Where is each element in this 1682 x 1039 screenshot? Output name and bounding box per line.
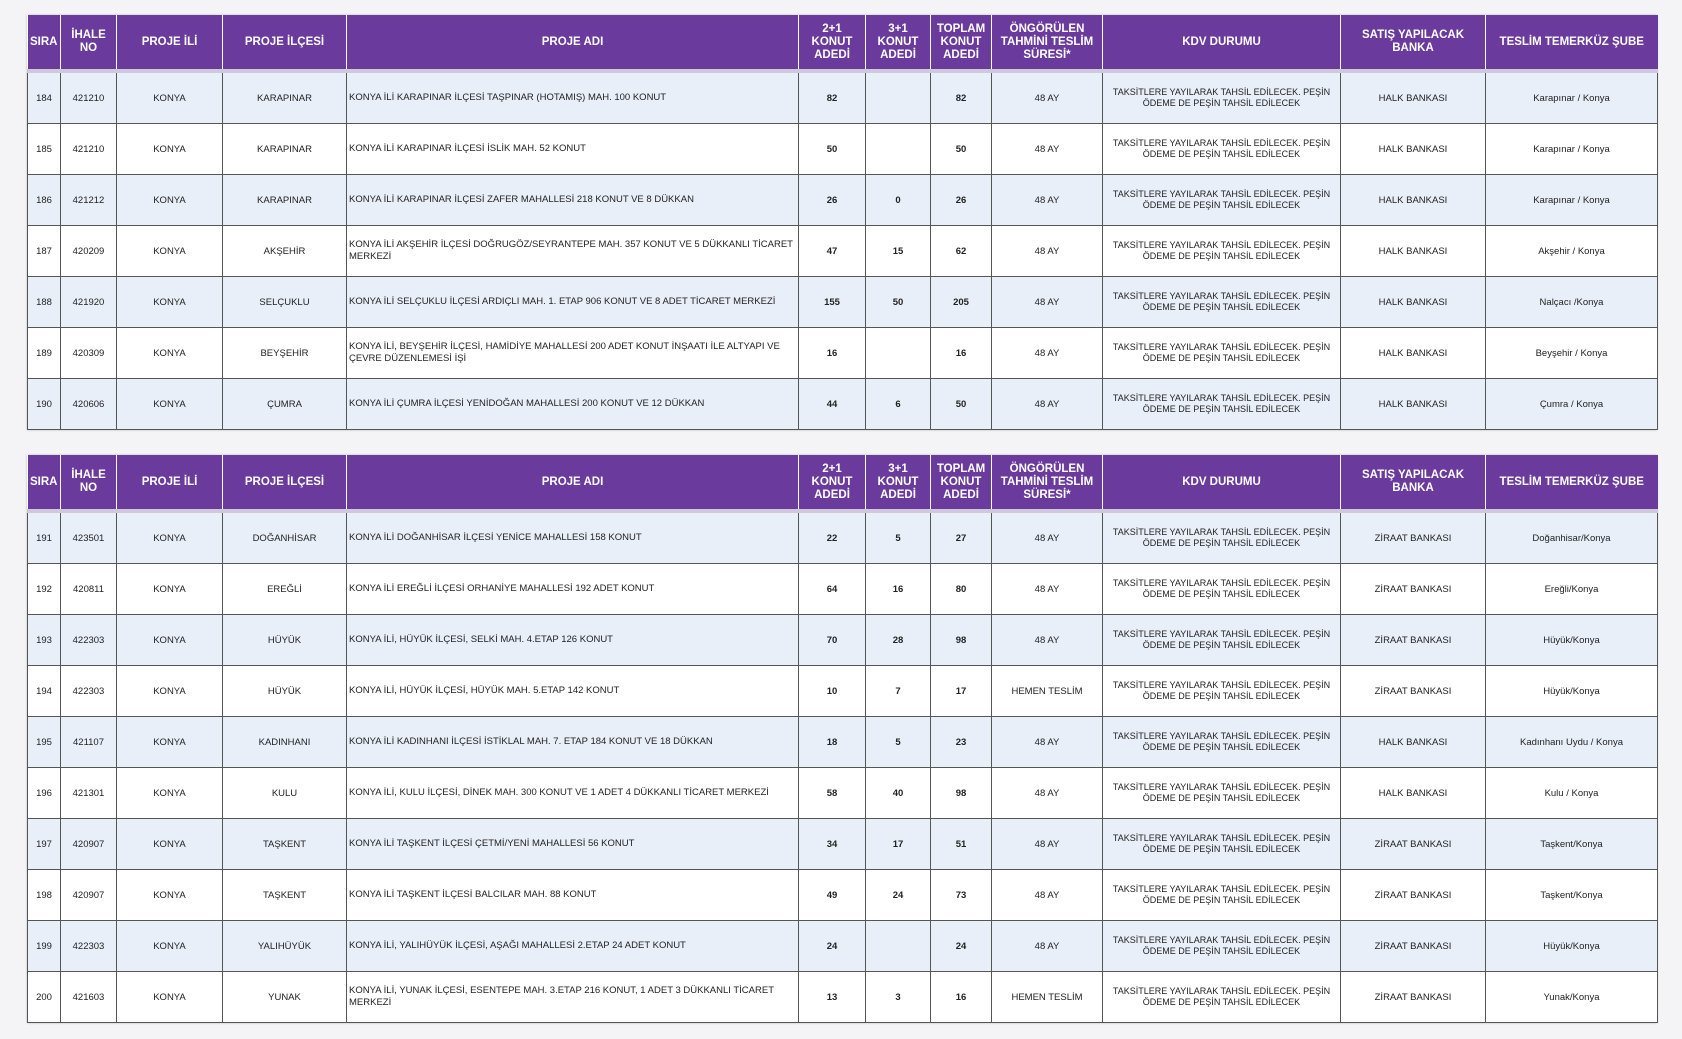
cell-sube: Hüyük/Konya — [1486, 615, 1658, 666]
cell-sira: 191 — [28, 511, 61, 564]
cell-2plus1: 26 — [799, 175, 866, 226]
cell-kdv: TAKSİTLERE YAYILARAK TAHSİL EDİLECEK. PEŞİN ÖDEME DE PEŞİN TAHSİL EDİLECEK — [1103, 717, 1341, 768]
cell-sube: Karapınar / Konya — [1486, 124, 1658, 175]
cell-banka: ZİRAAT BANKASI — [1341, 972, 1486, 1023]
cell-proje-adi: KONYA İLİ KADINHANI İLÇESİ İSTİKLAL MAH. 7. ETAP 184 KONUT VE 18 DÜKKAN — [347, 717, 799, 768]
table-row — [28, 819, 1658, 870]
table-row — [28, 921, 1658, 972]
cell-teslim-suresi: 48 AY — [992, 124, 1103, 175]
cell-toplam: 16 — [931, 328, 992, 379]
column-header-3plus1: 3+1 KONUT ADEDİ — [866, 455, 931, 511]
cell-2plus1: 50 — [799, 124, 866, 175]
cell-sube: Çumra / Konya — [1486, 379, 1658, 430]
cell-proje-ili: KONYA — [117, 768, 223, 819]
cell-banka: HALK BANKASI — [1341, 71, 1486, 124]
column-header-sira: SIRA — [28, 15, 61, 71]
cell-ihale-no: 422303 — [61, 666, 117, 717]
cell-banka: HALK BANKASI — [1341, 175, 1486, 226]
cell-proje-ilcesi: HÜYÜK — [223, 615, 347, 666]
cell-banka: HALK BANKASI — [1341, 277, 1486, 328]
cell-ihale-no: 423501 — [61, 511, 117, 564]
cell-2plus1: 155 — [799, 277, 866, 328]
cell-proje-ili: KONYA — [117, 717, 223, 768]
cell-proje-ilcesi: BEYŞEHİR — [223, 328, 347, 379]
cell-toplam: 73 — [931, 870, 992, 921]
cell-sube: Karapınar / Konya — [1486, 71, 1658, 124]
cell-toplam: 62 — [931, 226, 992, 277]
cell-sira: 192 — [28, 564, 61, 615]
cell-proje-ili: KONYA — [117, 666, 223, 717]
cell-3plus1 — [866, 71, 931, 124]
cell-proje-ili: KONYA — [117, 511, 223, 564]
cell-proje-ilcesi: YUNAK — [223, 972, 347, 1023]
cell-proje-ilcesi: ÇUMRA — [223, 379, 347, 430]
column-header-banka: SATIŞ YAPILACAK BANKA — [1341, 455, 1486, 511]
cell-sira: 188 — [28, 277, 61, 328]
cell-sira: 200 — [28, 972, 61, 1023]
cell-sira: 195 — [28, 717, 61, 768]
cell-kdv: TAKSİTLERE YAYILARAK TAHSİL EDİLECEK. PEŞİN ÖDEME DE PEŞİN TAHSİL EDİLECEK — [1103, 124, 1341, 175]
table-row — [28, 717, 1658, 768]
cell-teslim-suresi: 48 AY — [992, 511, 1103, 564]
cell-proje-adi: KONYA İLİ TAŞKENT İLÇESİ ÇETMİ/YENİ MAHALLESİ 56 KONUT — [347, 819, 799, 870]
column-header-teslim-suresi: ÖNGÖRÜLEN TAHMİNİ TESLİM SÜRESİ* — [992, 455, 1103, 511]
table-row — [28, 615, 1658, 666]
cell-ihale-no: 420811 — [61, 564, 117, 615]
cell-sira: 187 — [28, 226, 61, 277]
column-header-ihale-no: İHALE NO — [61, 15, 117, 71]
column-header-kdv: KDV DURUMU — [1103, 455, 1341, 511]
cell-teslim-suresi: 48 AY — [992, 921, 1103, 972]
column-header-teslim-suresi: ÖNGÖRÜLEN TAHMİNİ TESLİM SÜRESİ* — [992, 15, 1103, 71]
cell-sira: 197 — [28, 819, 61, 870]
column-header-proje-ilcesi: PROJE İLÇESİ — [223, 455, 347, 511]
cell-ihale-no: 422303 — [61, 921, 117, 972]
cell-proje-ilcesi: TAŞKENT — [223, 819, 347, 870]
cell-teslim-suresi: 48 AY — [992, 870, 1103, 921]
cell-2plus1: 18 — [799, 717, 866, 768]
cell-proje-adi: KONYA İLİ AKŞEHİR İLÇESİ DOĞRUGÖZ/SEYRANTEPE MAH. 357 KONUT VE 5 DÜKKANLI TİCARET MERKEZİ — [347, 226, 799, 277]
cell-banka: HALK BANKASI — [1341, 717, 1486, 768]
cell-3plus1: 40 — [866, 768, 931, 819]
cell-3plus1: 5 — [866, 717, 931, 768]
cell-3plus1: 0 — [866, 175, 931, 226]
cell-ihale-no: 420209 — [61, 226, 117, 277]
cell-sira: 189 — [28, 328, 61, 379]
cell-sube: Ereğli/Konya — [1486, 564, 1658, 615]
cell-proje-ili: KONYA — [117, 972, 223, 1023]
cell-proje-ili: KONYA — [117, 71, 223, 124]
table-row — [28, 277, 1658, 328]
cell-toplam: 98 — [931, 768, 992, 819]
cell-ihale-no: 420907 — [61, 870, 117, 921]
cell-kdv: TAKSİTLERE YAYILARAK TAHSİL EDİLECEK. PEŞİN ÖDEME DE PEŞİN TAHSİL EDİLECEK — [1103, 870, 1341, 921]
cell-2plus1: 70 — [799, 615, 866, 666]
column-header-ihale-no: İHALE NO — [61, 455, 117, 511]
column-header-toplam: TOPLAM KONUT ADEDİ — [931, 15, 992, 71]
cell-teslim-suresi: 48 AY — [992, 328, 1103, 379]
column-header-3plus1: 3+1 KONUT ADEDİ — [866, 15, 931, 71]
cell-proje-adi: KONYA İLİ, YALIHÜYÜK İLÇESİ, AŞAĞI MAHALLESİ 2.ETAP 24 ADET KONUT — [347, 921, 799, 972]
cell-2plus1: 16 — [799, 328, 866, 379]
cell-banka: HALK BANKASI — [1341, 226, 1486, 277]
cell-banka: HALK BANKASI — [1341, 124, 1486, 175]
cell-teslim-suresi: 48 AY — [992, 717, 1103, 768]
column-header-sube: TESLİM TEMERKÜZ ŞUBE — [1486, 15, 1658, 71]
cell-kdv: TAKSİTLERE YAYILARAK TAHSİL EDİLECEK. PEŞİN ÖDEME DE PEŞİN TAHSİL EDİLECEK — [1103, 768, 1341, 819]
cell-toplam: 16 — [931, 972, 992, 1023]
cell-banka: ZİRAAT BANKASI — [1341, 615, 1486, 666]
cell-teslim-suresi: 48 AY — [992, 71, 1103, 124]
cell-proje-ilcesi: EREĞLİ — [223, 564, 347, 615]
cell-3plus1 — [866, 328, 931, 379]
cell-proje-ilcesi: KULU — [223, 768, 347, 819]
cell-3plus1: 50 — [866, 277, 931, 328]
cell-kdv: TAKSİTLERE YAYILARAK TAHSİL EDİLECEK. PEŞİN ÖDEME DE PEŞİN TAHSİL EDİLECEK — [1103, 921, 1341, 972]
cell-teslim-suresi: 48 AY — [992, 564, 1103, 615]
cell-2plus1: 47 — [799, 226, 866, 277]
column-header-banka: SATIŞ YAPILACAK BANKA — [1341, 15, 1486, 71]
housing-project-table-1 — [27, 15, 1657, 430]
cell-kdv: TAKSİTLERE YAYILARAK TAHSİL EDİLECEK. PEŞİN ÖDEME DE PEŞİN TAHSİL EDİLECEK — [1103, 328, 1341, 379]
cell-teslim-suresi: 48 AY — [992, 819, 1103, 870]
cell-banka: ZİRAAT BANKASI — [1341, 666, 1486, 717]
cell-sube: Beyşehir / Konya — [1486, 328, 1658, 379]
cell-3plus1: 28 — [866, 615, 931, 666]
cell-2plus1: 24 — [799, 921, 866, 972]
cell-sira: 190 — [28, 379, 61, 430]
column-header-toplam: TOPLAM KONUT ADEDİ — [931, 455, 992, 511]
cell-ihale-no: 421107 — [61, 717, 117, 768]
cell-sube: Kulu / Konya — [1486, 768, 1658, 819]
cell-teslim-suresi: 48 AY — [992, 226, 1103, 277]
cell-3plus1: 16 — [866, 564, 931, 615]
cell-teslim-suresi: 48 AY — [992, 277, 1103, 328]
cell-toplam: 50 — [931, 379, 992, 430]
cell-3plus1: 5 — [866, 511, 931, 564]
cell-ihale-no: 421210 — [61, 124, 117, 175]
cell-banka: ZİRAAT BANKASI — [1341, 870, 1486, 921]
cell-toplam: 24 — [931, 921, 992, 972]
cell-sira: 185 — [28, 124, 61, 175]
cell-3plus1: 7 — [866, 666, 931, 717]
table-row — [28, 972, 1658, 1023]
cell-proje-ili: KONYA — [117, 124, 223, 175]
column-header-sube: TESLİM TEMERKÜZ ŞUBE — [1486, 455, 1658, 511]
cell-proje-ilcesi: KARAPINAR — [223, 71, 347, 124]
cell-proje-adi: KONYA İLİ KARAPINAR İLÇESİ İSLİK MAH. 52 KONUT — [347, 124, 799, 175]
cell-2plus1: 22 — [799, 511, 866, 564]
cell-proje-ili: KONYA — [117, 175, 223, 226]
table-row — [28, 666, 1658, 717]
cell-toplam: 205 — [931, 277, 992, 328]
cell-sira: 186 — [28, 175, 61, 226]
cell-kdv: TAKSİTLERE YAYILARAK TAHSİL EDİLECEK. PEŞİN ÖDEME DE PEŞİN TAHSİL EDİLECEK — [1103, 819, 1341, 870]
cell-banka: ZİRAAT BANKASI — [1341, 511, 1486, 564]
table-row — [28, 328, 1658, 379]
cell-toplam: 98 — [931, 615, 992, 666]
cell-3plus1: 3 — [866, 972, 931, 1023]
cell-sube: Doğanhisar/Konya — [1486, 511, 1658, 564]
cell-kdv: TAKSİTLERE YAYILARAK TAHSİL EDİLECEK. PEŞİN ÖDEME DE PEŞİN TAHSİL EDİLECEK — [1103, 379, 1341, 430]
cell-proje-ilcesi: TAŞKENT — [223, 870, 347, 921]
cell-proje-adi: KONYA İLİ SELÇUKLU İLÇESİ ARDIÇLI MAH. 1. ETAP 906 KONUT VE 8 ADET TİCARET MERKEZİ — [347, 277, 799, 328]
cell-2plus1: 58 — [799, 768, 866, 819]
cell-proje-adi: KONYA İLİ KARAPINAR İLÇESİ TAŞPINAR (HOTAMIŞ) MAH. 100 KONUT — [347, 71, 799, 124]
table-header-row — [28, 15, 1658, 71]
column-header-proje-ilcesi: PROJE İLÇESİ — [223, 15, 347, 71]
column-header-proje-adi: PROJE ADI — [347, 15, 799, 71]
cell-proje-ilcesi: KADINHANI — [223, 717, 347, 768]
cell-banka: ZİRAAT BANKASI — [1341, 564, 1486, 615]
housing-project-table-2 — [27, 455, 1657, 1023]
cell-banka: HALK BANKASI — [1341, 328, 1486, 379]
cell-sube: Hüyük/Konya — [1486, 921, 1658, 972]
cell-proje-ili: KONYA — [117, 870, 223, 921]
cell-proje-ilcesi: KARAPINAR — [223, 175, 347, 226]
cell-sira: 196 — [28, 768, 61, 819]
cell-teslim-suresi: 48 AY — [992, 768, 1103, 819]
table-header-row — [28, 455, 1658, 511]
cell-proje-adi: KONYA İLİ DOĞANHİSAR İLÇESİ YENİCE MAHALLESİ 158 KONUT — [347, 511, 799, 564]
cell-3plus1 — [866, 124, 931, 175]
cell-teslim-suresi: 48 AY — [992, 615, 1103, 666]
cell-proje-adi: KONYA İLİ, BEYŞEHİR İLÇESİ, HAMİDİYE MAHALLESİ 200 ADET KONUT İNŞAATI İLE ALTYAPI VE ÇEVRE DÜZENLEMESİ İŞİ — [347, 328, 799, 379]
cell-sube: Nalçacı /Konya — [1486, 277, 1658, 328]
cell-sube: Akşehir / Konya — [1486, 226, 1658, 277]
cell-toplam: 80 — [931, 564, 992, 615]
column-header-2plus1: 2+1 KONUT ADEDİ — [799, 15, 866, 71]
cell-ihale-no: 420309 — [61, 328, 117, 379]
cell-kdv: TAKSİTLERE YAYILARAK TAHSİL EDİLECEK. PEŞİN ÖDEME DE PEŞİN TAHSİL EDİLECEK — [1103, 615, 1341, 666]
cell-2plus1: 44 — [799, 379, 866, 430]
cell-sube: Kadınhanı Uydu / Konya — [1486, 717, 1658, 768]
table-row — [28, 124, 1658, 175]
table-row — [28, 564, 1658, 615]
cell-banka: ZİRAAT BANKASI — [1341, 819, 1486, 870]
table-body — [28, 511, 1658, 1023]
table-row — [28, 511, 1658, 564]
cell-kdv: TAKSİTLERE YAYILARAK TAHSİL EDİLECEK. PEŞİN ÖDEME DE PEŞİN TAHSİL EDİLECEK — [1103, 511, 1341, 564]
cell-2plus1: 82 — [799, 71, 866, 124]
cell-proje-adi: KONYA İLİ, HÜYÜK İLÇESİ, SELKİ MAH. 4.ETAP 126 KONUT — [347, 615, 799, 666]
cell-sube: Taşkent/Konya — [1486, 819, 1658, 870]
cell-sira: 198 — [28, 870, 61, 921]
column-header-proje-ili: PROJE İLİ — [117, 455, 223, 511]
cell-toplam: 51 — [931, 819, 992, 870]
cell-kdv: TAKSİTLERE YAYILARAK TAHSİL EDİLECEK. PEŞİN ÖDEME DE PEŞİN TAHSİL EDİLECEK — [1103, 564, 1341, 615]
cell-teslim-suresi: 48 AY — [992, 379, 1103, 430]
cell-3plus1: 24 — [866, 870, 931, 921]
cell-proje-ili: KONYA — [117, 819, 223, 870]
cell-proje-ilcesi: YALIHÜYÜK — [223, 921, 347, 972]
cell-proje-ilcesi: DOĞANHİSAR — [223, 511, 347, 564]
cell-proje-ilcesi: SELÇUKLU — [223, 277, 347, 328]
cell-proje-adi: KONYA İLİ, YUNAK İLÇESİ, ESENTEPE MAH. 3.ETAP 216 KONUT, 1 ADET 3 DÜKKANLI TİCARET MERKEZİ — [347, 972, 799, 1023]
cell-3plus1: 15 — [866, 226, 931, 277]
cell-teslim-suresi: HEMEN TESLİM — [992, 972, 1103, 1023]
cell-kdv: TAKSİTLERE YAYILARAK TAHSİL EDİLECEK. PEŞİN ÖDEME DE PEŞİN TAHSİL EDİLECEK — [1103, 972, 1341, 1023]
table-row — [28, 870, 1658, 921]
cell-kdv: TAKSİTLERE YAYILARAK TAHSİL EDİLECEK. PEŞİN ÖDEME DE PEŞİN TAHSİL EDİLECEK — [1103, 277, 1341, 328]
cell-ihale-no: 422303 — [61, 615, 117, 666]
cell-proje-ilcesi: AKŞEHİR — [223, 226, 347, 277]
cell-2plus1: 34 — [799, 819, 866, 870]
cell-proje-ilcesi: HÜYÜK — [223, 666, 347, 717]
cell-toplam: 82 — [931, 71, 992, 124]
table-row — [28, 768, 1658, 819]
table-body — [28, 71, 1658, 430]
cell-sube: Hüyük/Konya — [1486, 666, 1658, 717]
cell-2plus1: 49 — [799, 870, 866, 921]
cell-proje-ili: KONYA — [117, 615, 223, 666]
column-header-kdv: KDV DURUMU — [1103, 15, 1341, 71]
cell-sube: Taşkent/Konya — [1486, 870, 1658, 921]
cell-banka: HALK BANKASI — [1341, 768, 1486, 819]
cell-sira: 193 — [28, 615, 61, 666]
cell-sube: Karapınar / Konya — [1486, 175, 1658, 226]
cell-ihale-no: 421603 — [61, 972, 117, 1023]
table-row — [28, 71, 1658, 124]
column-header-2plus1: 2+1 KONUT ADEDİ — [799, 455, 866, 511]
cell-sira: 184 — [28, 71, 61, 124]
cell-proje-ili: KONYA — [117, 328, 223, 379]
table-row — [28, 175, 1658, 226]
cell-teslim-suresi: HEMEN TESLİM — [992, 666, 1103, 717]
cell-sube: Yunak/Konya — [1486, 972, 1658, 1023]
cell-toplam: 50 — [931, 124, 992, 175]
cell-2plus1: 64 — [799, 564, 866, 615]
column-header-sira: SIRA — [28, 455, 61, 511]
cell-3plus1: 17 — [866, 819, 931, 870]
cell-proje-adi: KONYA İLİ TAŞKENT İLÇESİ BALCILAR MAH. 88 KONUT — [347, 870, 799, 921]
cell-banka: ZİRAAT BANKASI — [1341, 921, 1486, 972]
cell-ihale-no: 421210 — [61, 71, 117, 124]
cell-2plus1: 10 — [799, 666, 866, 717]
cell-proje-ili: KONYA — [117, 379, 223, 430]
cell-proje-adi: KONYA İLİ, KULU İLÇESİ, DİNEK MAH. 300 KONUT VE 1 ADET 4 DÜKKANLI TİCARET MERKEZİ — [347, 768, 799, 819]
cell-sira: 199 — [28, 921, 61, 972]
cell-proje-ili: KONYA — [117, 564, 223, 615]
cell-3plus1 — [866, 921, 931, 972]
cell-ihale-no: 421212 — [61, 175, 117, 226]
cell-toplam: 17 — [931, 666, 992, 717]
cell-ihale-no: 421301 — [61, 768, 117, 819]
cell-toplam: 23 — [931, 717, 992, 768]
cell-toplam: 27 — [931, 511, 992, 564]
cell-ihale-no: 420606 — [61, 379, 117, 430]
cell-proje-ilcesi: KARAPINAR — [223, 124, 347, 175]
cell-proje-adi: KONYA İLİ EREĞLİ İLÇESİ ORHANİYE MAHALLESİ 192 ADET KONUT — [347, 564, 799, 615]
column-header-proje-adi: PROJE ADI — [347, 455, 799, 511]
cell-proje-ili: KONYA — [117, 277, 223, 328]
table-row — [28, 379, 1658, 430]
cell-proje-ili: KONYA — [117, 921, 223, 972]
cell-teslim-suresi: 48 AY — [992, 175, 1103, 226]
cell-3plus1: 6 — [866, 379, 931, 430]
cell-ihale-no: 421920 — [61, 277, 117, 328]
table-row — [28, 226, 1658, 277]
column-header-proje-ili: PROJE İLİ — [117, 15, 223, 71]
cell-ihale-no: 420907 — [61, 819, 117, 870]
cell-kdv: TAKSİTLERE YAYILARAK TAHSİL EDİLECEK. PEŞİN ÖDEME DE PEŞİN TAHSİL EDİLECEK — [1103, 71, 1341, 124]
cell-kdv: TAKSİTLERE YAYILARAK TAHSİL EDİLECEK. PEŞİN ÖDEME DE PEŞİN TAHSİL EDİLECEK — [1103, 175, 1341, 226]
cell-proje-ili: KONYA — [117, 226, 223, 277]
cell-sira: 194 — [28, 666, 61, 717]
cell-kdv: TAKSİTLERE YAYILARAK TAHSİL EDİLECEK. PEŞİN ÖDEME DE PEŞİN TAHSİL EDİLECEK — [1103, 226, 1341, 277]
cell-2plus1: 13 — [799, 972, 866, 1023]
cell-kdv: TAKSİTLERE YAYILARAK TAHSİL EDİLECEK. PEŞİN ÖDEME DE PEŞİN TAHSİL EDİLECEK — [1103, 666, 1341, 717]
cell-toplam: 26 — [931, 175, 992, 226]
cell-proje-adi: KONYA İLİ ÇUMRA İLÇESİ YENİDOĞAN MAHALLESİ 200 KONUT VE 12 DÜKKAN — [347, 379, 799, 430]
cell-banka: HALK BANKASI — [1341, 379, 1486, 430]
cell-proje-adi: KONYA İLİ, HÜYÜK İLÇESİ, HÜYÜK MAH. 5.ETAP 142 KONUT — [347, 666, 799, 717]
cell-proje-adi: KONYA İLİ KARAPINAR İLÇESİ ZAFER MAHALLESİ 218 KONUT VE 8 DÜKKAN — [347, 175, 799, 226]
